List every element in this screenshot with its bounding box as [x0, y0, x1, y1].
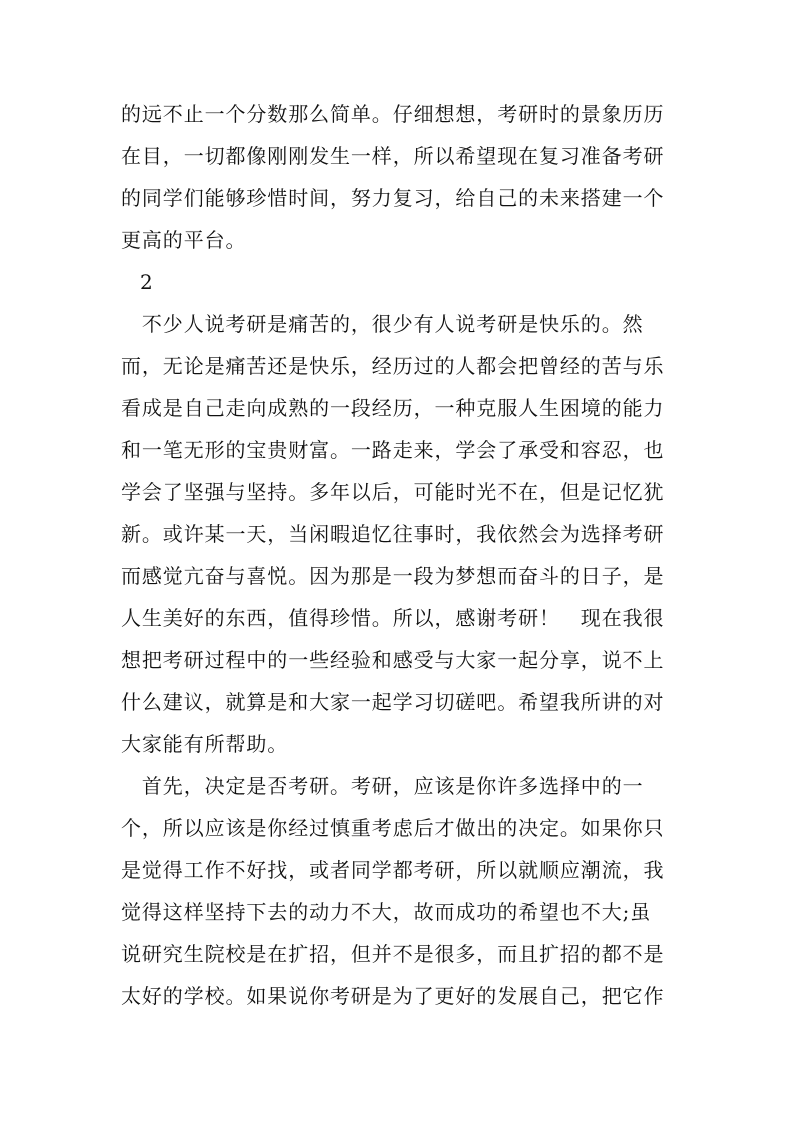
text-line: 不少人说考研是痛苦的，很少有人说考研是快乐的。然	[121, 312, 644, 336]
text-line: 人生美好的东西，值得珍惜。所以，感谢考研！ 现在我很	[121, 606, 665, 630]
text-line: 说研究生院校是在扩招，但并不是很多，而且扩招的都不是	[121, 942, 665, 966]
text-line: 太好的学校。如果说你考研是为了更好的发展自己，把它作	[121, 984, 665, 1008]
text-line: 而感觉亢奋与喜悦。因为那是一段为梦想而奋斗的日子，是	[121, 564, 665, 588]
text-line: 是觉得工作不好找，或者同学都考研，所以就顺应潮流，我	[121, 858, 665, 882]
text-line: 想把考研过程中的一些经验和感受与大家一起分享，说不上	[121, 648, 665, 672]
text-line: 的远不止一个分数那么简单。仔细想想，考研时的景象历历	[121, 102, 665, 126]
text-line: 什么建议，就算是和大家一起学习切磋吧。希望我所讲的对	[121, 690, 665, 714]
text-line: 和一笔无形的宝贵财富。一路走来，学会了承受和容忍，也	[121, 438, 665, 462]
text-line: 更高的平台。	[121, 228, 247, 252]
text-line: 首先，决定是否考研。考研，应该是你许多选择中的一	[121, 774, 644, 798]
text-line: 新。或许某一天，当闲暇追忆往事时，我依然会为选择考研	[121, 522, 665, 546]
text-line: 的同学们能够珍惜时间，努力复习，给自己的未来搭建一个	[121, 186, 665, 210]
text-line: 在目，一切都像刚刚发生一样，所以希望现在复习准备考研	[121, 144, 665, 168]
text-line: 觉得这样坚持下去的动力不大，故而成功的希望也不大;虽	[121, 900, 652, 924]
text-line: 大家能有所帮助。	[121, 732, 289, 756]
text-line: 而，无论是痛苦还是快乐，经历过的人都会把曾经的苦与乐	[121, 354, 665, 378]
text-line: 个，所以应该是你经过慎重考虑后才做出的决定。如果你只	[121, 816, 665, 840]
text-line: 看成是自己走向成熟的一段经历，一种克服人生困境的能力	[121, 396, 665, 420]
text-line: 学会了坚强与坚持。多年以后，可能时光不在，但是记忆犹	[121, 480, 665, 504]
section-number: 2	[140, 270, 153, 294]
